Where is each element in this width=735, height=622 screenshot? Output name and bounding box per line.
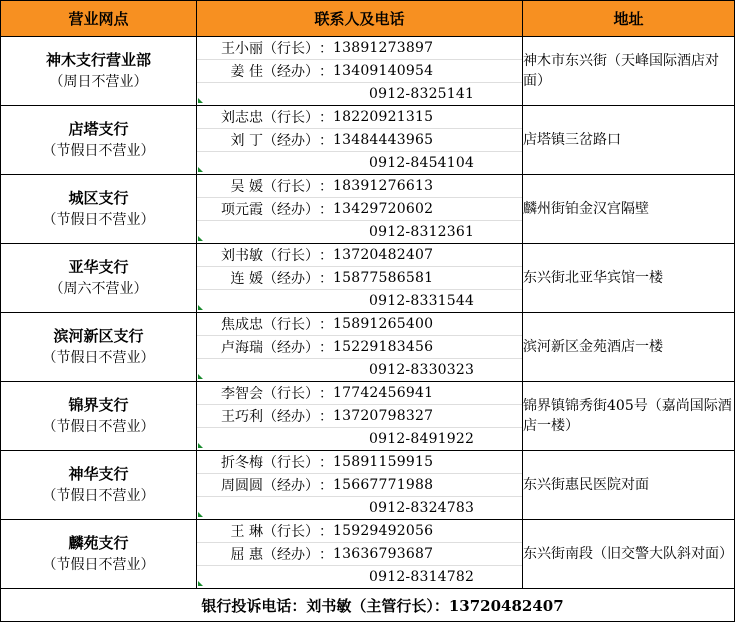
- complaint-label: 银行投诉电话：刘书敏（主管行长）：: [201, 596, 449, 615]
- contact-line: [197, 129, 522, 152]
- contact-name: 屈 惠（经办）: [230, 547, 319, 563]
- contact-name: 王 琳（行长）: [230, 524, 319, 540]
- colon-separator: ：: [319, 64, 333, 80]
- landline-phone: 0912-8314782: [369, 569, 475, 585]
- contact-phone: 13720798327: [333, 408, 434, 424]
- contact-name: 连 媛（经办）: [230, 271, 319, 287]
- cell-marker-icon: [198, 443, 203, 448]
- branch-name: 店塔支行: [68, 120, 129, 138]
- contact-line: [197, 474, 522, 497]
- landline-line: [197, 428, 522, 450]
- contact-line: [197, 60, 522, 83]
- contact-line: [197, 313, 522, 336]
- landline-phone: 0912-8312361: [369, 224, 475, 240]
- contact-line: [197, 37, 522, 60]
- header-contact: 联系人及电话: [197, 1, 523, 37]
- landline-line: [197, 83, 522, 105]
- branch-hours-note: （节假日不营业）: [42, 557, 155, 573]
- landline-phone: 0912-8331544: [369, 293, 475, 309]
- header-address: 地址: [523, 1, 735, 37]
- branch-cell: [1, 382, 197, 451]
- contact-name: 折冬梅（行长）: [221, 455, 319, 471]
- contact-line: [197, 543, 522, 566]
- address-cell: 锦界镇锦秀街405号（嘉尚国际酒店一楼）: [523, 382, 735, 451]
- branch-hours-note: （周六不营业）: [49, 281, 148, 297]
- contact-phone: 18391276613: [333, 178, 434, 194]
- colon-separator: ：: [319, 409, 333, 425]
- contact-name: 王巧利（经办）: [221, 409, 319, 425]
- branch-cell: [1, 175, 197, 244]
- contacts-cell: [197, 175, 523, 244]
- contacts-cell: [197, 382, 523, 451]
- colon-separator: ：: [319, 455, 333, 471]
- landline-line: [197, 497, 522, 519]
- contact-line: [197, 244, 522, 267]
- branch-name: 神华支行: [68, 465, 129, 483]
- contacts-cell: [197, 451, 523, 520]
- landline-line: [197, 152, 522, 174]
- branch-cell: [1, 37, 197, 106]
- branch-row: [1, 175, 735, 244]
- branch-cell: [1, 520, 197, 589]
- contacts-cell: [197, 313, 523, 382]
- contact-name: 王小丽（行长）: [221, 41, 319, 57]
- contact-phone: 13720482407: [333, 247, 434, 263]
- branch-cell: [1, 451, 197, 520]
- colon-separator: ：: [319, 133, 333, 149]
- branch-name: 神木支行营业部: [45, 51, 151, 69]
- contact-name: 焦成忠（行长）: [221, 317, 319, 333]
- branch-hours-note: （节假日不营业）: [42, 143, 155, 159]
- colon-separator: ：: [319, 547, 333, 563]
- branch-hours-note: （节假日不营业）: [42, 419, 155, 435]
- footer-row: [1, 589, 735, 622]
- colon-separator: ：: [319, 110, 333, 126]
- contact-name: 吴 媛（行长）: [230, 179, 319, 195]
- contact-name: 刘 丁（经办）: [230, 133, 319, 149]
- contact-phone: 13409140954: [333, 63, 434, 79]
- cell-marker-icon: [198, 374, 203, 379]
- contact-phone: 18220921315: [333, 109, 434, 125]
- complaint-hotline: [1, 589, 735, 622]
- address-cell: 东兴街南段（旧交警大队斜对面）: [523, 520, 735, 589]
- colon-separator: ：: [319, 271, 333, 287]
- branch-hours-note: （节假日不营业）: [42, 350, 155, 366]
- branch-cell: [1, 244, 197, 313]
- branch-hours-note: （节假日不营业）: [42, 212, 155, 228]
- contact-line: [197, 382, 522, 405]
- branch-name: 亚华支行: [68, 258, 129, 276]
- contact-phone: 13429720602: [333, 201, 434, 217]
- colon-separator: ：: [319, 317, 333, 333]
- landline-line: [197, 221, 522, 243]
- landline-phone: 0912-8330323: [369, 362, 475, 378]
- branch-name: 锦界支行: [68, 396, 129, 414]
- branch-name: 滨河新区支行: [53, 327, 144, 345]
- cell-marker-icon: [198, 236, 203, 241]
- address-cell: 麟州街铂金汉宫隔壁: [523, 175, 735, 244]
- branch-name: 麟苑支行: [68, 534, 129, 552]
- colon-separator: ：: [319, 386, 333, 402]
- branch-row: [1, 382, 735, 451]
- colon-separator: ：: [319, 524, 333, 540]
- header-branch: 营业网点: [1, 1, 197, 37]
- contact-name: 刘志忠（行长）: [221, 110, 319, 126]
- contact-line: [197, 520, 522, 543]
- colon-separator: ：: [319, 340, 333, 356]
- complaint-phone: 13720482407: [448, 596, 564, 615]
- branch-hours-note: （周日不营业）: [49, 74, 148, 90]
- contact-phone: 15877586581: [333, 270, 434, 286]
- contact-phone: 15667771988: [333, 477, 434, 493]
- contact-name: 周圆圆（经办）: [221, 478, 319, 494]
- contact-name: 刘书敏（行长）: [221, 248, 319, 264]
- cell-marker-icon: [198, 581, 203, 586]
- contacts-cell: [197, 106, 523, 175]
- contact-phone: 13636793687: [333, 546, 434, 562]
- contact-name: 姜 佳（经办）: [230, 64, 319, 80]
- branch-row: [1, 37, 735, 106]
- colon-separator: ：: [319, 202, 333, 218]
- branch-row: [1, 520, 735, 589]
- contact-name: 李智会（行长）: [221, 386, 319, 402]
- landline-phone: 0912-8454104: [369, 155, 475, 171]
- contact-line: [197, 267, 522, 290]
- colon-separator: ：: [319, 248, 333, 264]
- branch-row: [1, 313, 735, 382]
- cell-marker-icon: [198, 98, 203, 103]
- address-cell: 店塔镇三岔路口: [523, 106, 735, 175]
- landline-line: [197, 566, 522, 588]
- contact-line: [197, 405, 522, 428]
- branch-cell: [1, 313, 197, 382]
- contact-phone: 17742456941: [333, 385, 434, 401]
- contacts-cell: [197, 244, 523, 313]
- cell-marker-icon: [198, 167, 203, 172]
- branch-row: [1, 244, 735, 313]
- contact-line: [197, 336, 522, 359]
- address-cell: 东兴街惠民医院对面: [523, 451, 735, 520]
- branch-row: [1, 106, 735, 175]
- cell-marker-icon: [198, 512, 203, 517]
- contact-phone: 15929492056: [333, 523, 434, 539]
- colon-separator: ：: [319, 179, 333, 195]
- landline-phone: 0912-8325141: [369, 86, 475, 102]
- contact-phone: 13484443965: [333, 132, 434, 148]
- address-cell: 东兴街北亚华宾馆一楼: [523, 244, 735, 313]
- contact-name: 卢海瑞（经办）: [221, 340, 319, 356]
- contact-line: [197, 198, 522, 221]
- header-row: [1, 1, 735, 37]
- contact-phone: 15229183456: [333, 339, 434, 355]
- landline-phone: 0912-8324783: [369, 500, 475, 516]
- landline-line: [197, 290, 522, 312]
- branch-cell: [1, 106, 197, 175]
- colon-separator: ：: [319, 41, 333, 57]
- colon-separator: ：: [319, 478, 333, 494]
- landline-phone: 0912-8491922: [369, 431, 475, 447]
- branch-row: [1, 451, 735, 520]
- contact-line: [197, 106, 522, 129]
- contact-phone: 15891159915: [333, 454, 434, 470]
- contacts-cell: [197, 37, 523, 106]
- contact-phone: 13891273897: [333, 40, 434, 56]
- branch-hours-note: （节假日不营业）: [42, 488, 155, 504]
- branch-name: 城区支行: [68, 189, 129, 207]
- address-cell: 神木市东兴街（天峰国际酒店对面）: [523, 37, 735, 106]
- contact-line: [197, 175, 522, 198]
- contact-phone: 15891265400: [333, 316, 434, 332]
- contacts-cell: [197, 520, 523, 589]
- contact-line: [197, 451, 522, 474]
- cell-marker-icon: [198, 305, 203, 310]
- contact-name: 项元霞（经办）: [221, 202, 319, 218]
- landline-line: [197, 359, 522, 381]
- address-cell: 滨河新区金苑酒店一楼: [523, 313, 735, 382]
